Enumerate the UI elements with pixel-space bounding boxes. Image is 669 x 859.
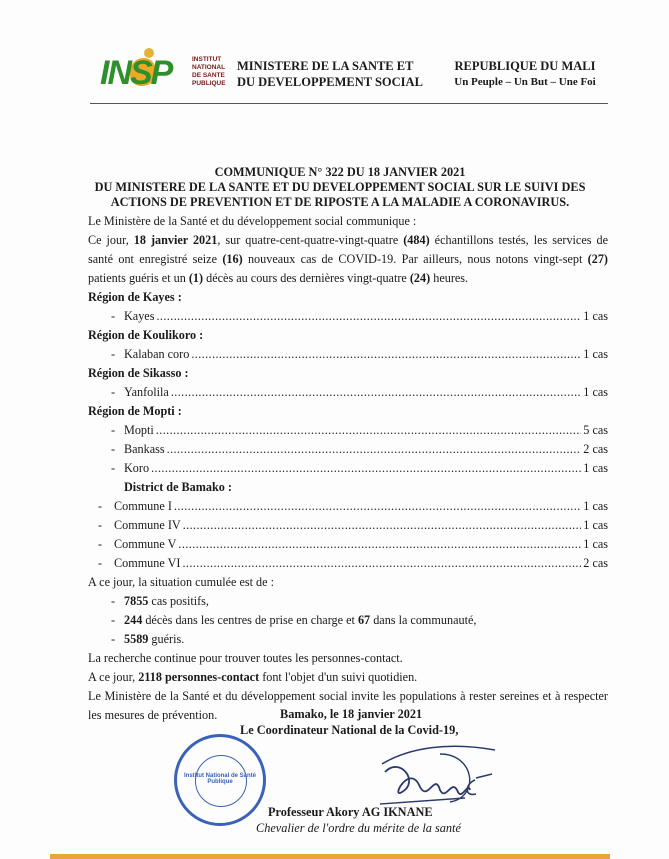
republic-motto: Un Peuple – Un But – Une Foi <box>454 76 596 88</box>
case-row: - Bankass ..... 2 cas <box>88 440 608 459</box>
header-divider <box>90 103 608 104</box>
region-mopti-heading: Région de Mopti : <box>88 404 182 418</box>
official-stamp <box>174 734 266 826</box>
republic-heading <box>450 58 600 90</box>
region-sikasso-heading: Région de Sikasso : <box>88 366 189 380</box>
footer-bar <box>50 854 610 859</box>
signature-role: Le Coordinateur National de la Covid-19, <box>240 723 459 737</box>
case-row: - Kayes ..... 1 cas <box>88 307 608 326</box>
case-row: - Commune IV ..... 1 cas <box>88 516 608 535</box>
communique-title: COMMUNIQUE N° 322 DU 18 JANVIER 2021 DU MINISTERE DE LA SANTE ET DU DEVELOPPEMENT SOCIAL SUR LE SUIVI DES ACTIONS DE PREVENTION ET DE RIPOSTE A LA MALADIE A CORONAVIRUS. <box>94 165 586 209</box>
district-bamako-heading: District de Bamako : <box>124 480 232 494</box>
cumulative-positive: - 7855 cas positifs, <box>110 594 209 608</box>
intro-line: Le Ministère de la Santé et du développement social communique : <box>88 214 417 228</box>
region-kayes-heading: Région de Kayes : <box>88 290 182 304</box>
republic-name: REPUBLIQUE DU MALI <box>454 59 596 73</box>
signature-place-date: Bamako, le 18 janvier 2021 <box>280 707 423 721</box>
signatory-distinction: Chevalier de l'ordre du mérite de la santé <box>256 821 461 835</box>
case-row: - Kalaban coro ..... 1 cas <box>88 345 608 364</box>
signatory-name: Professeur Akory AG IKNANE <box>268 805 433 819</box>
case-row: - Commune VI ..... 2 cas <box>88 554 608 573</box>
cumulative-recovered: - 5589 guéris. <box>110 632 185 646</box>
case-row: - Koro ..... 1 cas <box>88 459 608 478</box>
ministry-heading: MINISTERE DE LA SANTE ET DU DEVELOPPEMENT SOCIAL <box>237 59 423 89</box>
logo-text: INSTITUT NATIONAL DE SANTE PUBLIQUE <box>192 56 226 87</box>
case-row: - Commune V ..... 1 cas <box>88 535 608 554</box>
intro-paragraph: Ce jour, 18 janvier 2021, sur quatre-cent-quatre-vingt-quatre (484) échantillons testés, les services de santé ont enregistré seize (16) nouveaux cas de COVID-19. Par ailleurs, nous notons vingt-sept (27) patients guéris et un (1) décès au cours des dernières vingt-quatre (24) heures. <box>88 233 608 285</box>
contact-search-line: La recherche continue pour trouver toutes les personnes-contact. <box>88 651 403 665</box>
invite-paragraph: Le Ministère de la Santé et du développement social invite les populations à rester sereines et à respecter les mesures de prévention. <box>88 689 608 722</box>
communique-body <box>88 212 608 725</box>
cumulative-deaths: - 244 décès dans les centres de prise en charge et 67 dans la communauté, <box>110 613 477 627</box>
contacts-followup-line: A ce jour, 2118 personnes-contact font l'objet d'un suivi quotidien. <box>88 670 418 684</box>
case-row: - Mopti ..... 5 cas <box>88 421 608 440</box>
logo-acronym: INSP <box>100 54 172 92</box>
stamp-text: Institut National de Santé Publique <box>183 773 256 785</box>
case-row: - Yanfolila ..... 1 cas <box>88 383 608 402</box>
cumulative-intro: A ce jour, la situation cumulée est de : <box>88 575 274 589</box>
insp-logo <box>100 52 226 94</box>
handwritten-signature-icon <box>380 742 500 812</box>
region-koulikoro-heading: Région de Koulikoro : <box>88 328 204 342</box>
case-row: - Commune I ..... 1 cas <box>88 497 608 516</box>
